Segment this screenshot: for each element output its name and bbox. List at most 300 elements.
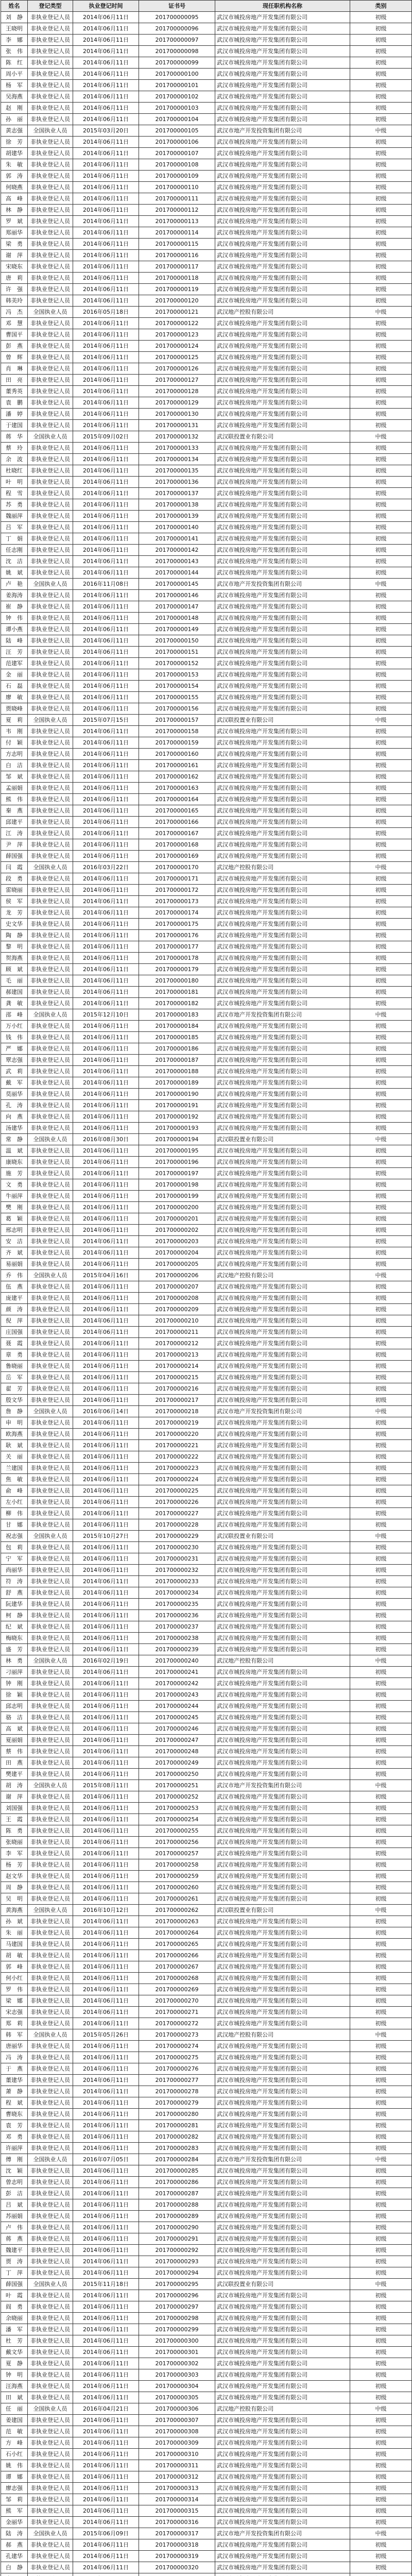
cell-registration-type: 全国执业人员 — [28, 307, 73, 318]
cell-category: 初级 — [350, 658, 412, 669]
cell-registration-type: 非执业登记人员 — [28, 1576, 73, 1587]
cell-registration-date: 2014年06月11日 — [73, 1440, 139, 1451]
cell-category: 初级 — [350, 2086, 412, 2097]
table-row — [1, 1689, 412, 1701]
cell-employer: 武汉市城投房地产开发集团有限公司 — [215, 363, 350, 375]
cell-registration-type: 非执业登记人员 — [28, 681, 73, 692]
cell-category: 初级 — [350, 1485, 412, 1497]
cell-registration-type: 非执业登记人员 — [28, 771, 73, 783]
table-row — [1, 1225, 412, 1236]
cell-registration-type: 非执业登记人员 — [28, 23, 73, 35]
cell-employer: 武汉市城投房地产开发集团有限公司 — [215, 2301, 350, 2313]
cell-certificate-number: 201700000107 — [139, 148, 215, 159]
cell-certificate-number: 201700000200 — [139, 1202, 215, 1213]
cell-name: 熊 伟 — [1, 794, 28, 805]
cell-employer: 武汉地产控股有限公司 — [215, 307, 350, 318]
cell-employer: 武汉地产控股有限公司 — [215, 862, 350, 873]
cell-category: 初级 — [350, 182, 412, 193]
cell-name: 周 静 — [1, 1882, 28, 1893]
cell-name: 史文华 — [1, 919, 28, 930]
cell-registration-type: 非执业登记人员 — [28, 1984, 73, 1995]
cell-registration-type: 非执业登记人员 — [28, 2211, 73, 2222]
cell-name: 骆 洁 — [1, 1712, 28, 1723]
table-row — [1, 397, 412, 409]
cell-registration-date: 2014年06月11日 — [73, 2211, 139, 2222]
cell-registration-date: 2014年06月11日 — [73, 2471, 139, 2483]
cell-registration-type: 非执业登记人员 — [28, 2539, 73, 2551]
table-row — [1, 1361, 412, 1372]
cell-registration-type: 非执业登记人员 — [28, 1247, 73, 1259]
cell-name: 尹 萍 — [1, 839, 28, 851]
cell-name: 马建国 — [1, 1939, 28, 1950]
cell-registration-date: 2014年06月11日 — [73, 556, 139, 567]
cell-name: 许丽萍 — [1, 2143, 28, 2154]
cell-certificate-number: 201700000259 — [139, 1871, 215, 1882]
cell-registration-date: 2014年06月11日 — [73, 1769, 139, 1780]
cell-category: 初级 — [350, 420, 412, 431]
cell-registration-date: 2014年06月11日 — [73, 658, 139, 669]
cell-registration-date: 2014年06月11日 — [73, 1689, 139, 1701]
cell-name: 乔 伟 — [1, 1270, 28, 1281]
table-row — [1, 2392, 412, 2403]
cell-category: 初级 — [350, 2199, 412, 2211]
table-row — [1, 1077, 412, 1089]
cell-name: 田 亮 — [1, 375, 28, 386]
table-row — [1, 1429, 412, 1440]
cell-certificate-number: 201700000261 — [139, 1893, 215, 1905]
cell-certificate-number: 201700000219 — [139, 1417, 215, 1429]
cell-employer: 武汉市城投房地产开发集团有限公司 — [215, 1089, 350, 1100]
cell-certificate-number: 201700000307 — [139, 2415, 215, 2426]
table-row — [1, 2403, 412, 2415]
cell-certificate-number: 201700000215 — [139, 1372, 215, 1383]
cell-certificate-number: 201700000164 — [139, 794, 215, 805]
cell-registration-date: 2014年06月11日 — [73, 1327, 139, 1338]
table-row — [1, 681, 412, 692]
cell-employer: 武汉市城投房地产开发集团有限公司 — [215, 1576, 350, 1587]
cell-registration-date: 2014年06月11日 — [73, 1100, 139, 1111]
cell-certificate-number: 201700000265 — [139, 1939, 215, 1950]
cell-name: 甘 娜 — [1, 1519, 28, 1531]
cell-employer: 武汉市城投房地产开发集团有限公司 — [215, 477, 350, 488]
table-row — [1, 1043, 412, 1055]
cell-category: 初级 — [350, 1043, 412, 1055]
table-row — [1, 987, 412, 998]
cell-employer: 武汉市城投房地产开发集团有限公司 — [215, 1848, 350, 1859]
table-row — [1, 2358, 412, 2369]
cell-registration-type: 非执业登记人员 — [28, 1395, 73, 1406]
cell-registration-type: 非执业登记人员 — [28, 794, 73, 805]
cell-registration-date: 2014年06月11日 — [73, 1542, 139, 1553]
cell-registration-date: 2014年06月11日 — [73, 2415, 139, 2426]
table-row — [1, 2143, 412, 2154]
cell-registration-type: 非执业登记人员 — [28, 2233, 73, 2245]
cell-name: 孟丽娟 — [1, 783, 28, 794]
cell-name: 庄国强 — [1, 1327, 28, 1338]
table-row — [1, 1893, 412, 1905]
table-row — [1, 1134, 412, 1145]
cell-category: 初级 — [350, 635, 412, 647]
cell-name: 吴 明 — [1, 1893, 28, 1905]
cell-registration-date: 2014年06月11日 — [73, 1610, 139, 1621]
cell-registration-date: 2014年06月11日 — [73, 2052, 139, 2063]
cell-registration-date: 2014年06月11日 — [73, 941, 139, 953]
cell-name: 胡建华 — [1, 148, 28, 159]
cell-registration-type: 非执业登记人员 — [28, 2449, 73, 2460]
column-header-name: 姓名 — [1, 1, 28, 12]
cell-registration-type: 非执业登记人员 — [28, 1825, 73, 1837]
cell-registration-type: 非执业登记人员 — [28, 1927, 73, 1939]
table-row — [1, 749, 412, 760]
table-row — [1, 1950, 412, 1961]
cell-certificate-number: 201700000318 — [139, 2539, 215, 2551]
cell-name: 周小平 — [1, 69, 28, 80]
table-row — [1, 12, 412, 23]
table-row — [1, 1599, 412, 1610]
table-row — [1, 1644, 412, 1655]
table-row — [1, 2256, 412, 2267]
cell-category: 初级 — [350, 488, 412, 499]
cell-registration-date: 2014年06月11日 — [73, 1916, 139, 1927]
cell-name: 赵 刚 — [1, 103, 28, 114]
table-row — [1, 1179, 412, 1191]
cell-registration-type: 非执业登记人员 — [28, 2392, 73, 2403]
table-row — [1, 2233, 412, 2245]
cell-registration-type: 非执业登记人员 — [28, 1451, 73, 1463]
cell-category: 初级 — [350, 409, 412, 420]
cell-employer: 武汉市城投房地产开发集团有限公司 — [215, 1440, 350, 1451]
cell-certificate-number: 201700000187 — [139, 1055, 215, 1066]
cell-certificate-number: 201700000185 — [139, 1032, 215, 1043]
cell-name: 张 伟 — [1, 46, 28, 57]
cell-employer: 武汉市城投房地产开发集团有限公司 — [215, 692, 350, 703]
cell-category: 初级 — [350, 69, 412, 80]
cell-certificate-number: 201700000247 — [139, 1735, 215, 1746]
cell-certificate-number: 201700000135 — [139, 465, 215, 477]
cell-certificate-number: 201700000168 — [139, 839, 215, 851]
cell-employer: 武汉市城投房地产开发集团有限公司 — [215, 2041, 350, 2052]
cell-category: 初级 — [350, 2177, 412, 2188]
cell-category: 初级 — [350, 159, 412, 171]
cell-category: 初级 — [350, 839, 412, 851]
cell-employer: 武汉市城投房地产开发集团有限公司 — [215, 1791, 350, 1803]
cell-certificate-number: 201700000282 — [139, 2131, 215, 2143]
table-row — [1, 964, 412, 975]
cell-name: 薛国强 — [1, 851, 28, 862]
cell-certificate-number: 201700000316 — [139, 2517, 215, 2528]
cell-category: 初级 — [350, 2562, 412, 2573]
cell-employer: 武汉联投置业有限公司 — [215, 1134, 350, 1145]
cell-name: 雷晓丽 — [1, 885, 28, 896]
cell-employer: 武汉市城投房地产开发集团有限公司 — [215, 1587, 350, 1599]
cell-employer: 武汉市城投房地产开发集团有限公司 — [215, 1168, 350, 1179]
cell-certificate-number: 201700000250 — [139, 1769, 215, 1780]
cell-employer: 武汉市城投房地产开发集团有限公司 — [215, 2086, 350, 2097]
cell-registration-date: 2014年06月11日 — [73, 1395, 139, 1406]
cell-registration-date: 2014年06月11日 — [73, 2007, 139, 2018]
cell-category: 初级 — [350, 2392, 412, 2403]
table-row — [1, 805, 412, 817]
cell-registration-date: 2014年06月11日 — [73, 2041, 139, 2052]
cell-employer: 武汉市城投房地产开发集团有限公司 — [215, 35, 350, 46]
cell-registration-type: 非执业登记人员 — [28, 1882, 73, 1893]
table-row — [1, 2551, 412, 2562]
cell-name: 包 莉 — [1, 1542, 28, 1553]
cell-employer: 武汉市城投房地产开发集团有限公司 — [215, 1667, 350, 1678]
cell-certificate-number: 201700000169 — [139, 851, 215, 862]
cell-category: 中级 — [350, 715, 412, 726]
cell-name: 白 静 — [1, 2562, 28, 2573]
table-row — [1, 1451, 412, 1463]
cell-certificate-number: 201700000153 — [139, 669, 215, 681]
table-row — [1, 1916, 412, 1927]
cell-registration-type: 非执业登记人员 — [28, 511, 73, 522]
table-row — [1, 817, 412, 828]
cell-category: 初级 — [350, 2505, 412, 2517]
cell-employer: 武汉市城投房地产开发集团有限公司 — [215, 2392, 350, 2403]
cell-certificate-number: 201700000156 — [139, 703, 215, 715]
cell-employer: 武汉市城投房地产开发集团有限公司 — [215, 2358, 350, 2369]
cell-category: 初级 — [350, 1247, 412, 1259]
cell-employer: 武汉市城投房地产开发集团有限公司 — [215, 1111, 350, 1123]
cell-registration-date: 2014年06月11日 — [73, 1735, 139, 1746]
table-row — [1, 2505, 412, 2517]
cell-employer: 武汉市城投房地产开发集团有限公司 — [215, 1100, 350, 1111]
cell-employer: 武汉市城投房地产开发集团有限公司 — [215, 397, 350, 409]
cell-registration-type: 非执业登记人员 — [28, 2381, 73, 2392]
table-row — [1, 907, 412, 919]
cell-certificate-number: 201700000223 — [139, 1463, 215, 1474]
cell-registration-date: 2014年06月11日 — [73, 2437, 139, 2449]
cell-registration-date: 2014年06月11日 — [73, 2165, 139, 2177]
cell-name: 薛国强 — [1, 2279, 28, 2290]
cell-registration-date: 2014年06月11日 — [73, 1463, 139, 1474]
table-row — [1, 1542, 412, 1553]
cell-registration-type: 非执业登记人员 — [28, 2041, 73, 2052]
cell-certificate-number: 201700000175 — [139, 919, 215, 930]
cell-name: 郑丽华 — [1, 227, 28, 239]
cell-registration-type: 全国执业人员 — [28, 1270, 73, 1281]
table-row — [1, 103, 412, 114]
table-row — [1, 2562, 412, 2573]
cell-employer: 武汉市城投房地产开发集团有限公司 — [215, 2483, 350, 2494]
table-row — [1, 1905, 412, 1916]
cell-employer: 武汉市城投房地产开发集团有限公司 — [215, 885, 350, 896]
table-row — [1, 386, 412, 397]
cell-name: 齐 斌 — [1, 1247, 28, 1259]
cell-employer: 武汉市城投房地产开发集团有限公司 — [215, 2426, 350, 2437]
cell-registration-date: 2014年06月11日 — [73, 69, 139, 80]
table-row — [1, 193, 412, 205]
cell-category: 初级 — [350, 1417, 412, 1429]
table-row — [1, 1145, 412, 1157]
cell-registration-type: 非执业登记人员 — [28, 522, 73, 533]
table-row — [1, 2120, 412, 2131]
cell-registration-type: 非执业登记人员 — [28, 1678, 73, 1689]
cell-registration-type: 非执业登记人员 — [28, 873, 73, 885]
cell-registration-date: 2014年06月11日 — [73, 2256, 139, 2267]
cell-registration-date: 2014年06月11日 — [73, 1066, 139, 1077]
cell-employer: 武汉地产控股有限公司 — [215, 1270, 350, 1281]
cell-name: 陈 红 — [1, 57, 28, 69]
cell-certificate-number: 201700000146 — [139, 590, 215, 601]
table-row — [1, 726, 412, 737]
cell-employer: 武汉市城投房地产开发集团有限公司 — [215, 2018, 350, 2029]
cell-registration-date: 2014年06月11日 — [73, 1383, 139, 1395]
cell-registration-date: 2014年06月11日 — [73, 2381, 139, 2392]
cell-name: 刘国强 — [1, 1803, 28, 1814]
cell-registration-date: 2014年06月11日 — [73, 1723, 139, 1735]
cell-category: 初级 — [350, 2120, 412, 2131]
cell-registration-date: 2014年06月11日 — [73, 1961, 139, 1973]
cell-employer: 武汉市城投房地产开发集团有限公司 — [215, 567, 350, 579]
cell-registration-type: 非执业登记人员 — [28, 692, 73, 703]
cell-registration-date: 2014年06月11日 — [73, 613, 139, 624]
table-row — [1, 975, 412, 987]
cell-name: 阎 勇 — [1, 2301, 28, 2313]
cell-employer: 武汉市城投房地产开发集团有限公司 — [215, 1735, 350, 1746]
table-row — [1, 533, 412, 545]
cell-name: 梅晓东 — [1, 1633, 28, 1644]
cell-employer: 武汉市城投房地产开发集团有限公司 — [215, 1814, 350, 1825]
cell-registration-type: 非执业登记人员 — [28, 1429, 73, 1440]
cell-name: 牛丽萍 — [1, 1191, 28, 1202]
cell-category: 初级 — [350, 46, 412, 57]
cell-name: 叶 霞 — [1, 2290, 28, 2301]
cell-employer: 武汉市城投房地产开发集团有限公司 — [215, 1973, 350, 1984]
cell-category: 初级 — [350, 1825, 412, 1837]
cell-name: 孙 斌 — [1, 1916, 28, 1927]
cell-certificate-number: 201700000235 — [139, 1599, 215, 1610]
cell-category: 初级 — [350, 363, 412, 375]
cell-registration-type: 非执业登记人员 — [28, 613, 73, 624]
cell-registration-date: 2014年06月11日 — [73, 2551, 139, 2562]
cell-category: 初级 — [350, 941, 412, 953]
table-row — [1, 1440, 412, 1451]
cell-certificate-number: 201700000151 — [139, 647, 215, 658]
cell-certificate-number: 201700000306 — [139, 2403, 215, 2415]
cell-registration-type: 非执业登记人员 — [28, 465, 73, 477]
cell-certificate-number: 201700000126 — [139, 363, 215, 375]
cell-registration-type: 非执业登记人员 — [28, 1848, 73, 1859]
cell-employer: 武汉市城投房地产开发集团有限公司 — [215, 1882, 350, 1893]
cell-employer: 武汉市地产开发投资集团有限公司 — [215, 125, 350, 137]
cell-registration-type: 非执业登记人员 — [28, 148, 73, 159]
cell-category: 初级 — [350, 1599, 412, 1610]
cell-registration-type: 非执业登记人员 — [28, 114, 73, 125]
cell-registration-type: 非执业登记人员 — [28, 1701, 73, 1712]
cell-category: 初级 — [350, 681, 412, 692]
cell-registration-type: 非执业登记人员 — [28, 545, 73, 556]
cell-employer: 武汉市城投房地产开发集团有限公司 — [215, 1338, 350, 1349]
table-row — [1, 2267, 412, 2279]
cell-registration-date: 2014年06月11日 — [73, 533, 139, 545]
table-row — [1, 2052, 412, 2063]
cell-certificate-number: 201700000289 — [139, 2211, 215, 2222]
cell-name: 董秀英 — [1, 386, 28, 397]
table-row — [1, 1395, 412, 1406]
cell-registration-type: 非执业登记人员 — [28, 749, 73, 760]
cell-name: 郭 涛 — [1, 171, 28, 182]
table-row — [1, 522, 412, 533]
table-row — [1, 635, 412, 647]
table-row — [1, 2301, 412, 2313]
cell-category: 初级 — [350, 1066, 412, 1077]
cell-registration-date: 2014年06月11日 — [73, 216, 139, 227]
cell-registration-date: 2016年04月21日 — [73, 2403, 139, 2415]
cell-category: 初级 — [350, 2245, 412, 2256]
cell-category: 初级 — [350, 1225, 412, 1236]
cell-registration-type: 非执业登记人员 — [28, 1145, 73, 1157]
cell-certificate-number: 201700000166 — [139, 817, 215, 828]
cell-certificate-number: 201700000276 — [139, 2063, 215, 2075]
table-row — [1, 1089, 412, 1100]
cell-name: 樊 刚 — [1, 1202, 28, 1213]
cell-employer: 武汉市城投房地产开发集团有限公司 — [215, 1361, 350, 1372]
table-row — [1, 1349, 412, 1361]
cell-name: 吕 斌 — [1, 2199, 28, 2211]
cell-name: 何小红 — [1, 1973, 28, 1984]
cell-registration-type: 非执业登记人员 — [28, 171, 73, 182]
cell-registration-type: 全国执业人员 — [28, 2029, 73, 2041]
table-row — [1, 2177, 412, 2188]
cell-name: 王晓明 — [1, 23, 28, 35]
cell-registration-date: 2014年06月11日 — [73, 511, 139, 522]
cell-category: 初级 — [350, 2097, 412, 2109]
cell-certificate-number: 201700000144 — [139, 567, 215, 579]
cell-employer: 武汉市城投房地产开发集团有限公司 — [215, 91, 350, 103]
cell-registration-type: 非执业登记人员 — [28, 1259, 73, 1270]
cell-registration-date: 2016年07月05日 — [73, 2154, 139, 2165]
cell-category: 初级 — [350, 171, 412, 182]
cell-employer: 武汉市城投房地产开发集团有限公司 — [215, 1349, 350, 1361]
cell-category: 初级 — [350, 465, 412, 477]
cell-name: 杨 军 — [1, 80, 28, 91]
cell-registration-date: 2014年06月11日 — [73, 2483, 139, 2494]
cell-registration-date: 2014年06月11日 — [73, 2233, 139, 2245]
cell-employer: 武汉市城投房地产开发集团有限公司 — [215, 1621, 350, 1633]
cell-category: 初级 — [350, 2494, 412, 2505]
cell-employer: 武汉市城投房地产开发集团有限公司 — [215, 1689, 350, 1701]
cell-employer: 武汉市城投房地产开发集团有限公司 — [215, 2063, 350, 2075]
cell-name: 岳 军 — [1, 1372, 28, 1383]
cell-certificate-number: 201700000180 — [139, 975, 215, 987]
cell-name: 魏建平 — [1, 2245, 28, 2256]
table-row — [1, 567, 412, 579]
cell-name: 于 燕 — [1, 2063, 28, 2075]
cell-name: 冯 涛 — [1, 2052, 28, 2063]
cell-certificate-number: 201700000142 — [139, 545, 215, 556]
table-row — [1, 1961, 412, 1973]
cell-registration-date: 2014年06月11日 — [73, 873, 139, 885]
table-row — [1, 114, 412, 125]
cell-registration-type: 非执业登记人员 — [28, 839, 73, 851]
cell-name: 郝 燕 — [1, 2539, 28, 2551]
cell-name: 段 勇 — [1, 873, 28, 885]
cell-registration-date: 2014年06月11日 — [73, 2369, 139, 2381]
cell-registration-type: 全国执业人员 — [28, 579, 73, 590]
cell-registration-type: 非执业登记人员 — [28, 2222, 73, 2233]
cell-name: 祝志强 — [1, 1531, 28, 1542]
cell-certificate-number: 201700000100 — [139, 69, 215, 80]
cell-name: 林 勇 — [1, 1655, 28, 1667]
table-row — [1, 556, 412, 567]
cell-certificate-number — [139, 2573, 215, 2576]
cell-name: 韦 刚 — [1, 726, 28, 737]
cell-category: 初级 — [350, 1610, 412, 1621]
cell-registration-date: 2014年06月11日 — [73, 1950, 139, 1961]
cell-employer: 武汉市城投房地产开发集团有限公司 — [215, 1383, 350, 1395]
